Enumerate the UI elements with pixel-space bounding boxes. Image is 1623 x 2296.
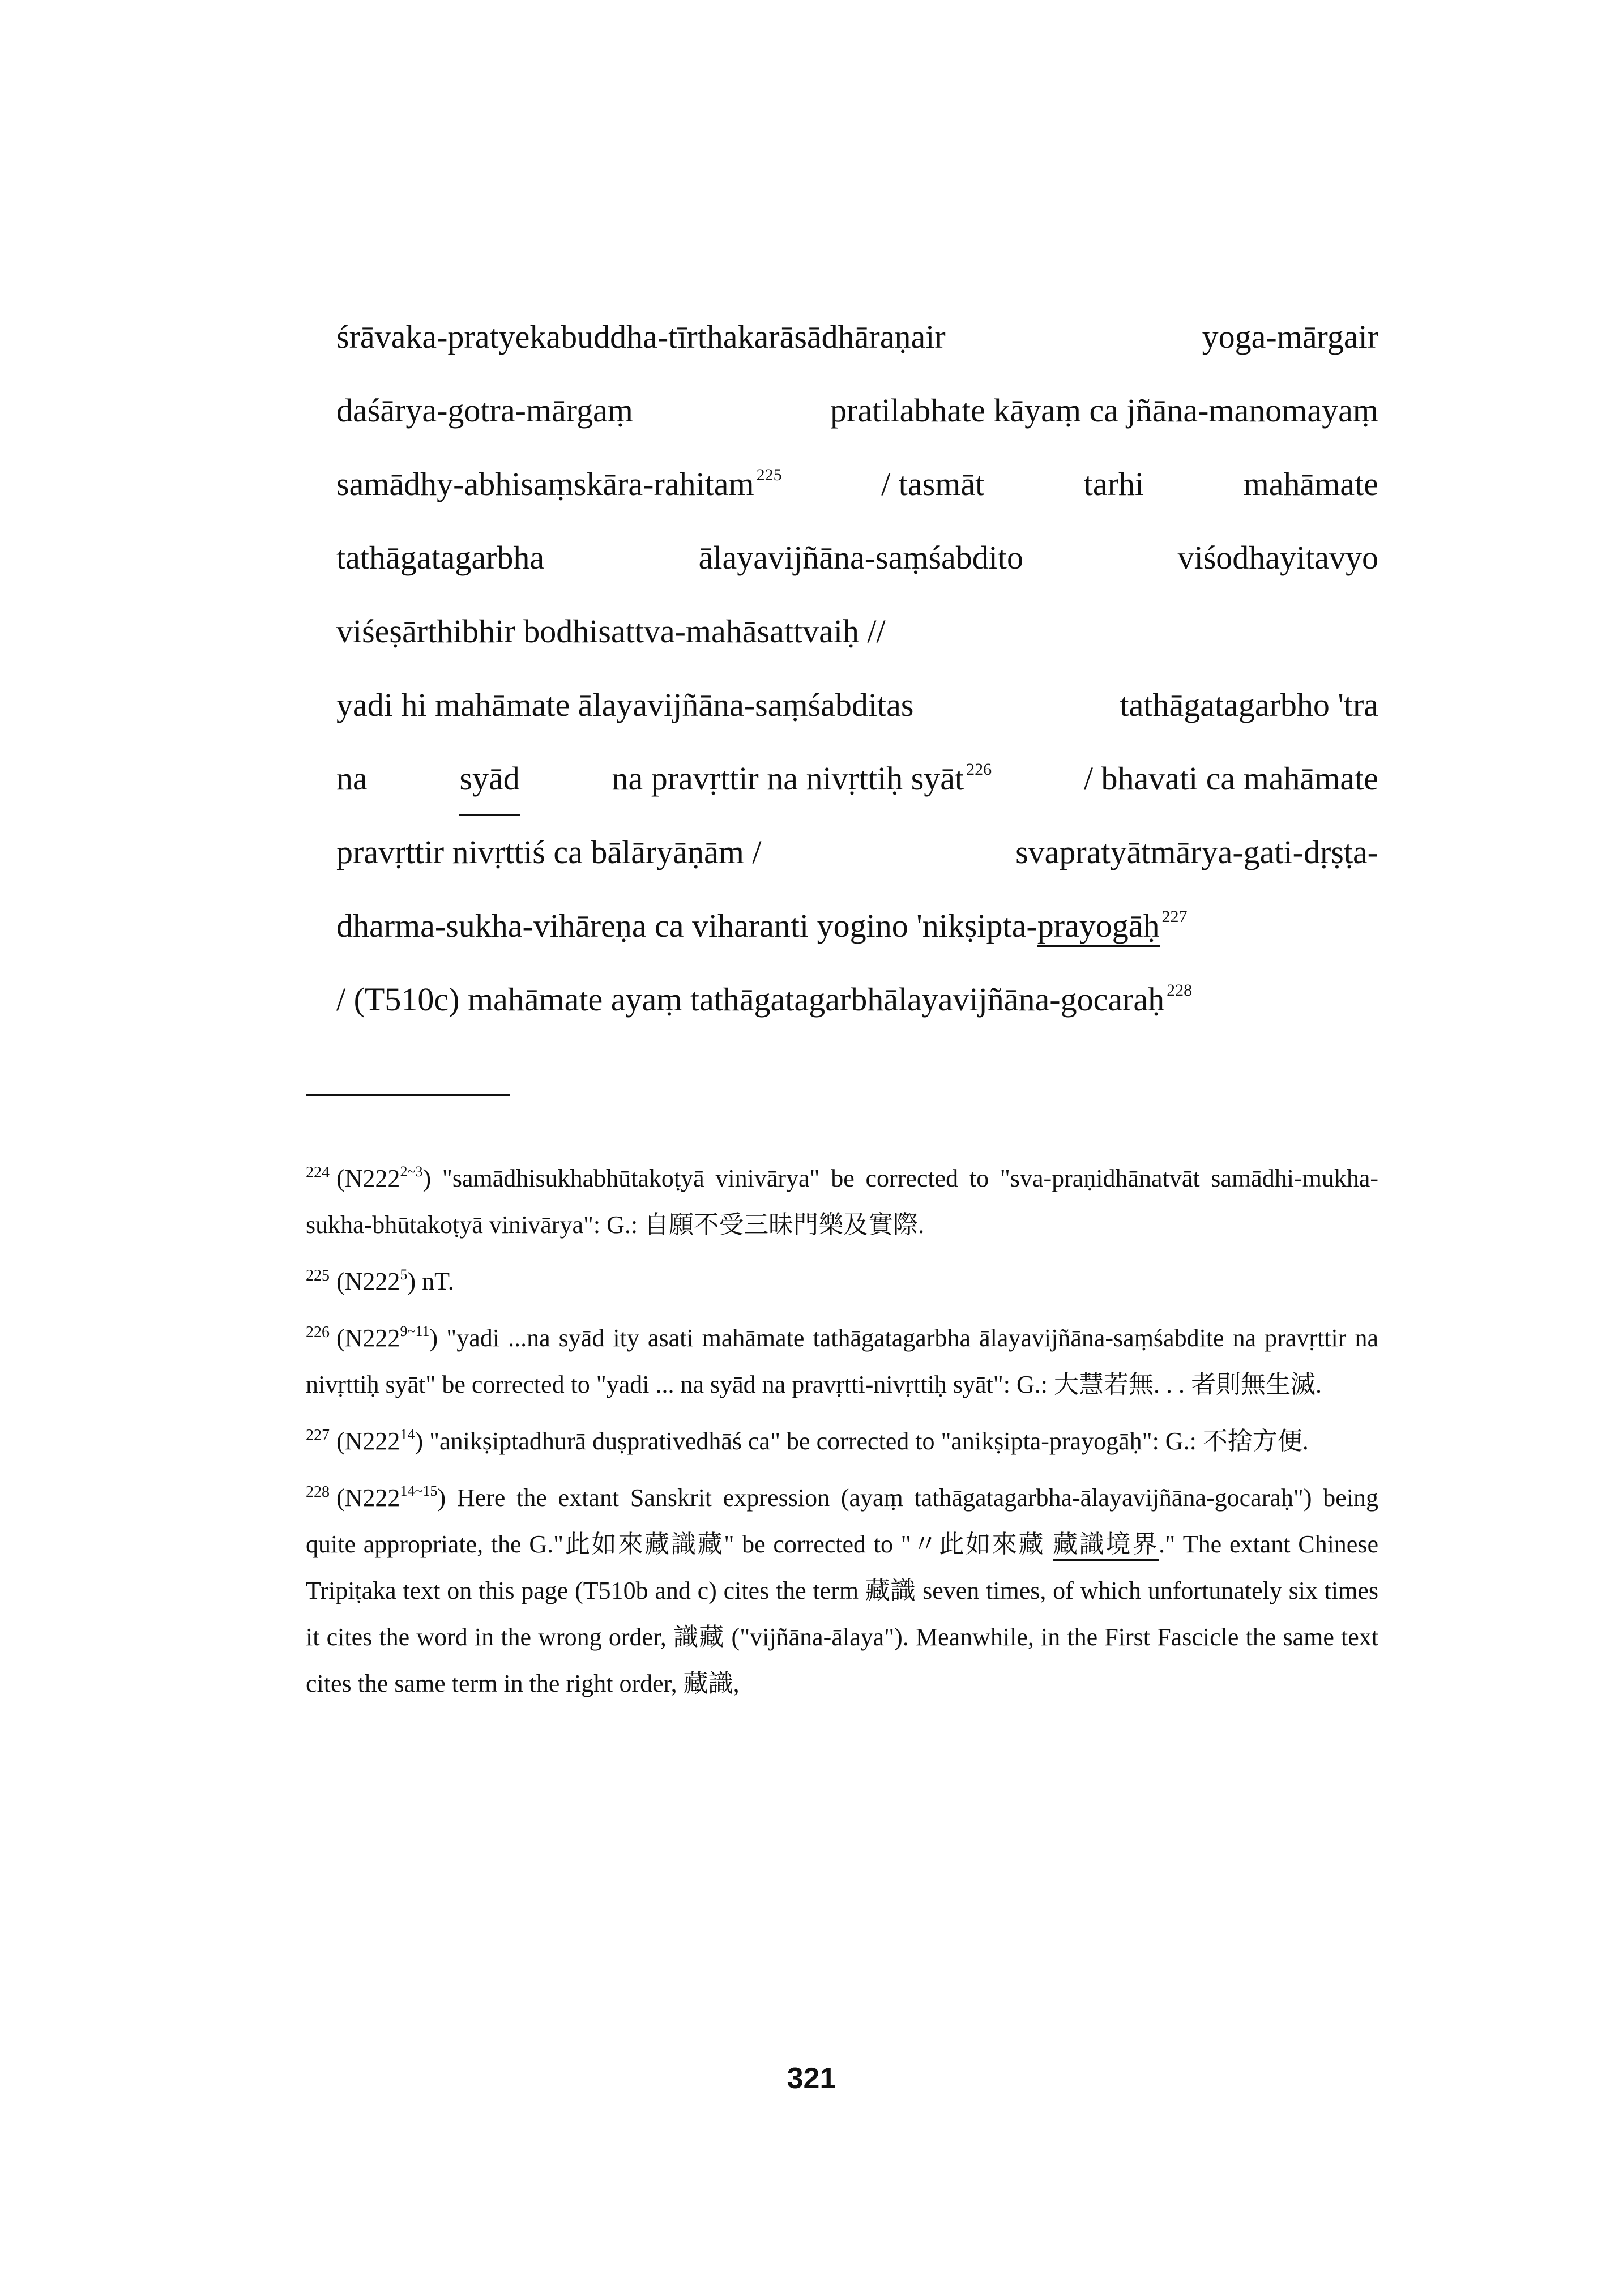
main-line <box>336 742 1378 816</box>
main-text-segment: śrāvaka-pratyekabuddha-tīrthakarāsādhāraṇair <box>336 318 946 355</box>
footnote-text: ) "anikṣiptadhurā duṣprativedhāś ca" be corrected to "anikṣipta-prayogāḥ": G.: 不捨方便. <box>415 1427 1309 1455</box>
main-line <box>336 668 1378 742</box>
main-text-segment: / (T510c) mahāmate ayaṃ tathāgatagarbhālayavijñāna-gocaraḥ <box>336 981 1165 1018</box>
main-text-segment: / tasmāt <box>881 466 985 502</box>
main-text-segment: tathāgatagarbha <box>336 539 545 576</box>
main-text-segment: na pravṛttir na nivṛttiḥ syāt <box>612 760 964 797</box>
main-text-group <box>612 742 992 816</box>
main-line <box>336 816 1378 889</box>
footnote-text: ) "samādhisukhabhūtakoṭyā vinivārya" be corrected to "sva-praṇidhānatvāt samādhi-mukha-sukha-bhūtakoṭyā vinivārya": G.: 自願不受三昧門樂及實際. <box>306 1164 1378 1239</box>
footnote-number: 226 <box>306 1324 330 1341</box>
main-text-segment: viśodhayitavyo <box>1177 539 1378 576</box>
footnote-ref-lines: 9~11 <box>400 1323 430 1339</box>
footnote-228 <box>306 1475 1378 1707</box>
main-line <box>336 963 1378 1036</box>
footnote-ref: (N222 <box>336 1427 400 1455</box>
main-text-segment: ālayavijñāna-saṃśabdito <box>698 539 1024 576</box>
main-line <box>336 447 1378 521</box>
main-text-segment: daśārya-gotra-mārgaṃ <box>336 392 633 429</box>
main-line <box>336 889 1378 963</box>
footnote-text: ) "yadi ...na syād ity asati mahāmate tathāgatagarbha ālayavijñāna-saṃśabdite na pravṛttir na nivṛttiḥ syāt" be corrected to "yadi ... na syād na pravṛtti-nivṛttiḥ syāt": G.: 大慧若無. . . 者則無生滅. <box>306 1324 1378 1398</box>
main-text-segment: na <box>336 760 368 797</box>
main-text-segment: viśeṣārthibhir bodhisattva-mahāsattvaiḥ // <box>336 613 886 650</box>
main-text-segment: dharma-sukha-vihāreṇa ca viharanti yogino 'nikṣipta- <box>336 907 1037 944</box>
main-text-segment: pravṛttir nivṛttiś ca bālāryāṇām / <box>336 834 762 870</box>
footnote-divider <box>306 1094 510 1096</box>
main-line <box>336 374 1378 447</box>
footnote-ref-227: 227 <box>1161 907 1188 926</box>
footnote-text: ) nT. <box>407 1268 454 1295</box>
footnote-ref: (N222 <box>336 1268 400 1295</box>
footnote-number: 224 <box>306 1164 330 1181</box>
underlined-term: syād <box>459 742 519 816</box>
footnote-225 <box>306 1258 1378 1305</box>
main-line <box>336 300 1378 374</box>
main-text-segment: tarhi <box>1083 466 1144 502</box>
footnote-ref-lines: 2~3 <box>400 1163 423 1180</box>
page-number: 321 <box>787 2062 836 2095</box>
footnote-226 <box>306 1315 1378 1408</box>
footnote-ref: (N222 <box>336 1484 400 1512</box>
footnote-ref: (N222 <box>336 1324 400 1352</box>
main-text-segment: pratilabhate kāyaṃ ca jñāna-manomayaṃ <box>830 392 1378 429</box>
main-text <box>336 300 1378 1036</box>
underlined-term: 藏識境界 <box>1053 1530 1159 1561</box>
footnote-number: 228 <box>306 1483 330 1501</box>
main-text-segment: mahāmate <box>1243 466 1378 502</box>
footnotes <box>306 1155 1378 1717</box>
main-text-group <box>336 447 782 521</box>
footnote-ref-lines: 5 <box>400 1266 408 1283</box>
main-text-segment: tathāgatagarbho 'tra <box>1120 686 1378 723</box>
main-line <box>336 521 1378 595</box>
main-text-segment: yadi hi mahāmate ālayavijñāna-saṃśabditas <box>336 686 914 723</box>
footnote-227 <box>306 1418 1378 1465</box>
main-text-segment: svapratyātmārya-gati-dṛṣṭa- <box>1015 834 1378 870</box>
footnote-ref: (N222 <box>336 1164 400 1192</box>
footnote-text: ) Here the extant Sanskrit expression (ayaṃ tathāgatagarbha-ālayavijñāna-gocaraḥ") being quite appropriate, the G."此如來藏識藏" be corrected to "〃此如來藏 <box>306 1484 1378 1558</box>
footnote-224 <box>306 1155 1378 1248</box>
footnote-number: 225 <box>306 1267 330 1284</box>
footnote-number: 227 <box>306 1427 330 1444</box>
main-line <box>336 595 1378 668</box>
footnote-ref-225: 225 <box>756 466 782 484</box>
underlined-term: prayogāḥ <box>1037 907 1160 947</box>
footnote-ref-lines: 14 <box>400 1426 415 1443</box>
main-text-segment: samādhy-abhisaṃskāra-rahitam <box>336 466 754 502</box>
main-text-segment: / bhavati ca mahāmate <box>1083 760 1378 797</box>
footnote-text: ." The extant Chinese Tripiṭaka text on this page (T510b and c) cites the term 藏識 seven times, of which unfortunately six times it cites the word in the wrong order, 識藏 ("vijñāna-ālaya"). Meanwhile, in the First Fascicle the same text cites the same term in the right order, 藏識, <box>306 1530 1378 1697</box>
footnote-ref-228: 228 <box>1167 981 1193 1000</box>
main-text-segment: yoga-mārgair <box>1202 318 1378 355</box>
footnote-ref-226: 226 <box>966 760 992 779</box>
footnote-ref-lines: 14~15 <box>400 1483 438 1499</box>
